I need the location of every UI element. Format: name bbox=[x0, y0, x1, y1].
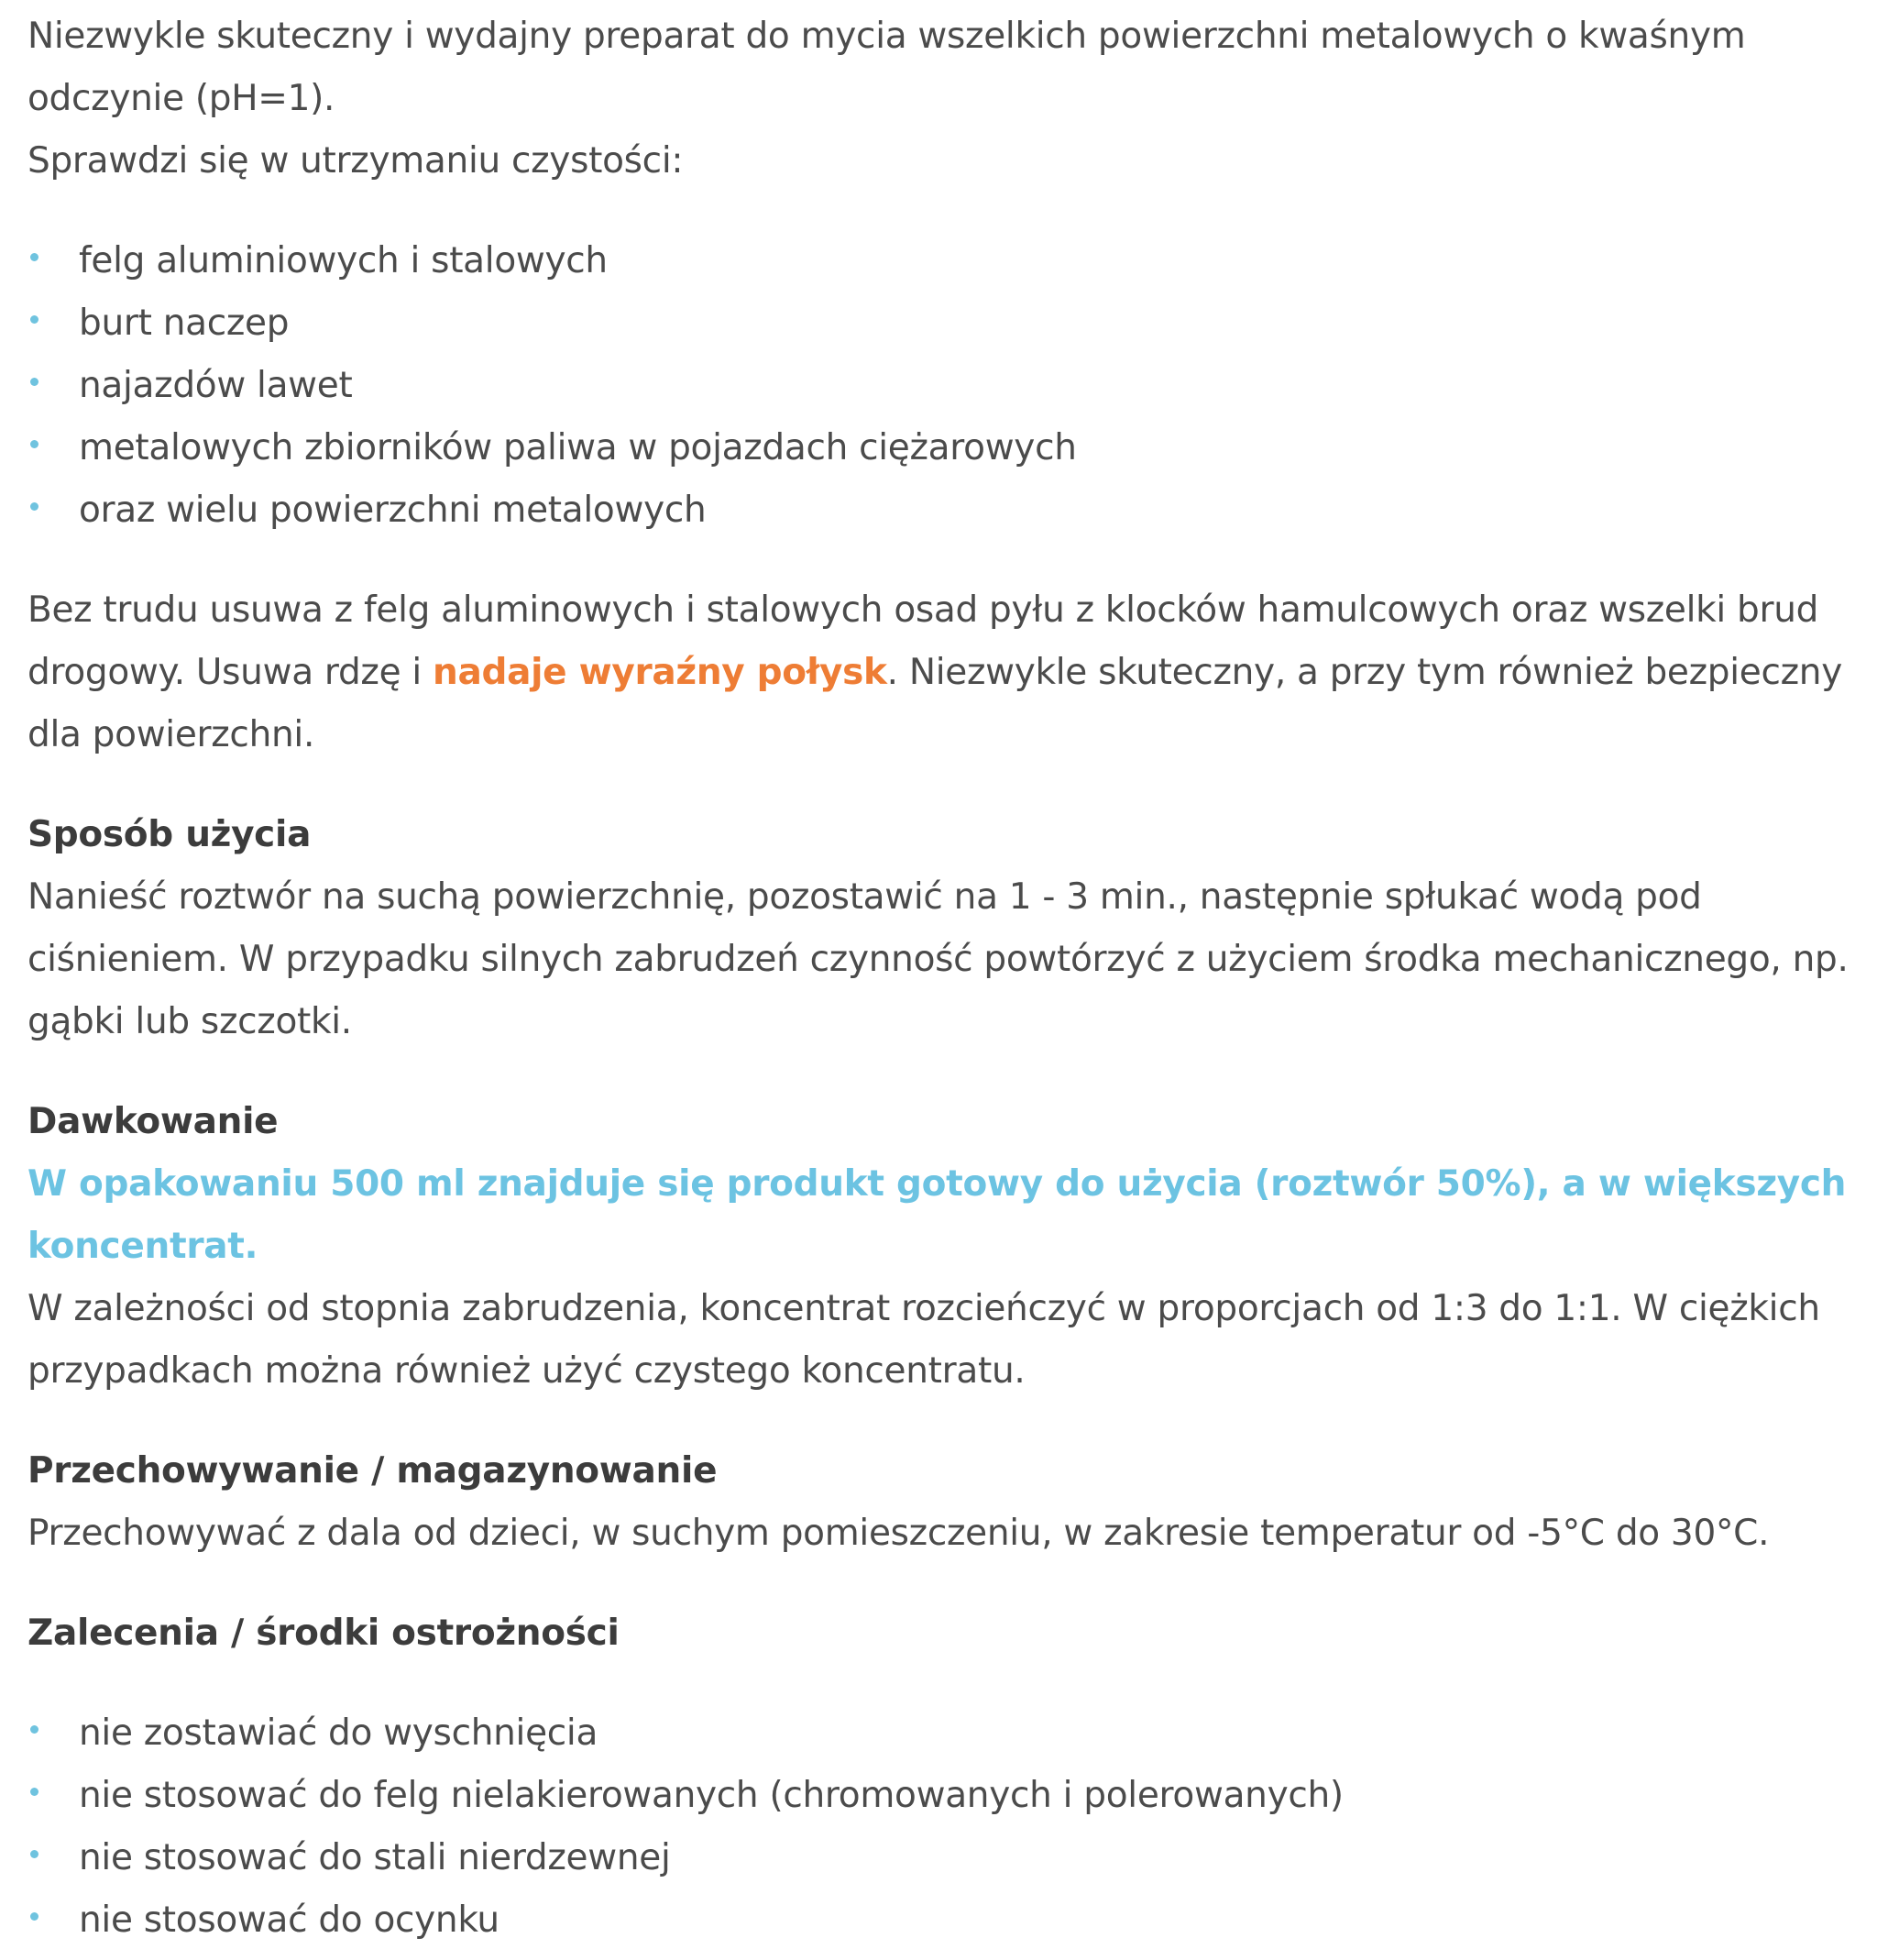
list-item-text: oraz wielu powierzchni metalowych bbox=[79, 490, 707, 531]
bullet-icon bbox=[30, 1725, 38, 1734]
list-item bbox=[27, 355, 1850, 417]
dosage-line-2: przypadkach można również użyć czystego koncentratu. bbox=[27, 1350, 1026, 1392]
list-item bbox=[27, 417, 1850, 479]
list-item-text: nie stosować do ocynku bbox=[79, 1899, 499, 1941]
description-line-3: dla powierzchni. bbox=[27, 714, 315, 755]
description-text: . Niezwykle skuteczny, a przy tym również bezpieczny bbox=[886, 652, 1842, 693]
highlight-shine: nadaje wyraźny połysk bbox=[433, 652, 887, 693]
dosage-highlight-line-2: koncentrat. bbox=[27, 1226, 258, 1267]
spacer bbox=[27, 766, 1850, 804]
spacer bbox=[27, 1403, 1850, 1440]
bullet-icon bbox=[30, 253, 38, 261]
bullet-icon bbox=[30, 1850, 38, 1858]
storage-heading: Przechowywanie / magazynowanie bbox=[27, 1450, 718, 1492]
list-item bbox=[27, 479, 1850, 542]
bullet-icon bbox=[30, 315, 38, 324]
precautions-list bbox=[27, 1702, 1850, 1952]
list-item bbox=[27, 1702, 1850, 1765]
dosage-heading: Dawkowanie bbox=[27, 1101, 279, 1142]
usage-line-2: ciśnieniem. W przypadku silnych zabrudzeń czynność powtórzyć z użyciem środka mechanicznego, np. bbox=[27, 939, 1849, 980]
uses-list bbox=[27, 230, 1850, 542]
bullet-icon bbox=[30, 502, 38, 511]
description-line-1: Bez trudu usuwa z felg aluminowych i stalowych osad pyłu z klocków hamulcowych oraz wszelki brud bbox=[27, 589, 1819, 631]
spacer bbox=[27, 193, 1850, 230]
bullet-icon bbox=[30, 378, 38, 386]
intro-line-1: Niezwykle skuteczny i wydajny preparat do mycia wszelkich powierzchni metalowych o kwaśnym bbox=[27, 16, 1746, 57]
spacer bbox=[27, 1565, 1850, 1602]
spacer bbox=[27, 1665, 1850, 1702]
precautions-heading: Zalecenia / środki ostrożności bbox=[27, 1613, 620, 1654]
bullet-icon bbox=[30, 1912, 38, 1921]
spacer bbox=[27, 542, 1850, 579]
list-item-text: nie stosować do felg nielakierowanych (chromowanych i polerowanych) bbox=[79, 1775, 1344, 1816]
spacer bbox=[27, 1053, 1850, 1091]
bullet-icon bbox=[30, 1788, 38, 1796]
list-item bbox=[27, 1827, 1850, 1889]
list-item bbox=[27, 1765, 1850, 1827]
list-item bbox=[27, 1889, 1850, 1952]
list-item-text: nie zostawiać do wyschnięcia bbox=[79, 1712, 598, 1754]
list-item-text: burt naczep bbox=[79, 303, 290, 344]
dosage-line-1: W zależności od stopnia zabrudzenia, koncentrat rozcieńczyć w proporcjach od 1:3 do 1:1. W ciężkich bbox=[27, 1288, 1820, 1329]
list-item bbox=[27, 230, 1850, 292]
usage-line-3: gąbki lub szczotki. bbox=[27, 1001, 352, 1042]
list-item-text: najazdów lawet bbox=[79, 365, 353, 406]
description-text: drogowy. Usuwa rdzę i bbox=[27, 652, 433, 693]
usage-heading: Sposób użycia bbox=[27, 814, 312, 855]
usage-line-1: Nanieść roztwór na suchą powierzchnię, pozostawić na 1 - 3 min., następnie spłukać wodą pod bbox=[27, 876, 1702, 918]
bullet-icon bbox=[30, 440, 38, 448]
list-item-text: metalowych zbiorników paliwa w pojazdach ciężarowych bbox=[79, 427, 1077, 468]
intro-line-3: Sprawdzi się w utrzymaniu czystości: bbox=[27, 140, 684, 182]
list-item-text: felg aluminiowych i stalowych bbox=[79, 240, 608, 281]
dosage-highlight-line-1: W opakowaniu 500 ml znajduje się produkt gotowy do użycia (roztwór 50%), a w większych bbox=[27, 1163, 1847, 1205]
list-item bbox=[27, 292, 1850, 355]
list-item-text: nie stosować do stali nierdzewnej bbox=[79, 1837, 671, 1878]
intro-line-2: odczynie (pH=1). bbox=[27, 78, 335, 119]
storage-line-1: Przechowywać z dala od dzieci, w suchym pomieszczeniu, w zakresie temperatur od -5°C do 30°C. bbox=[27, 1513, 1770, 1554]
description-line-2 bbox=[27, 642, 1850, 704]
